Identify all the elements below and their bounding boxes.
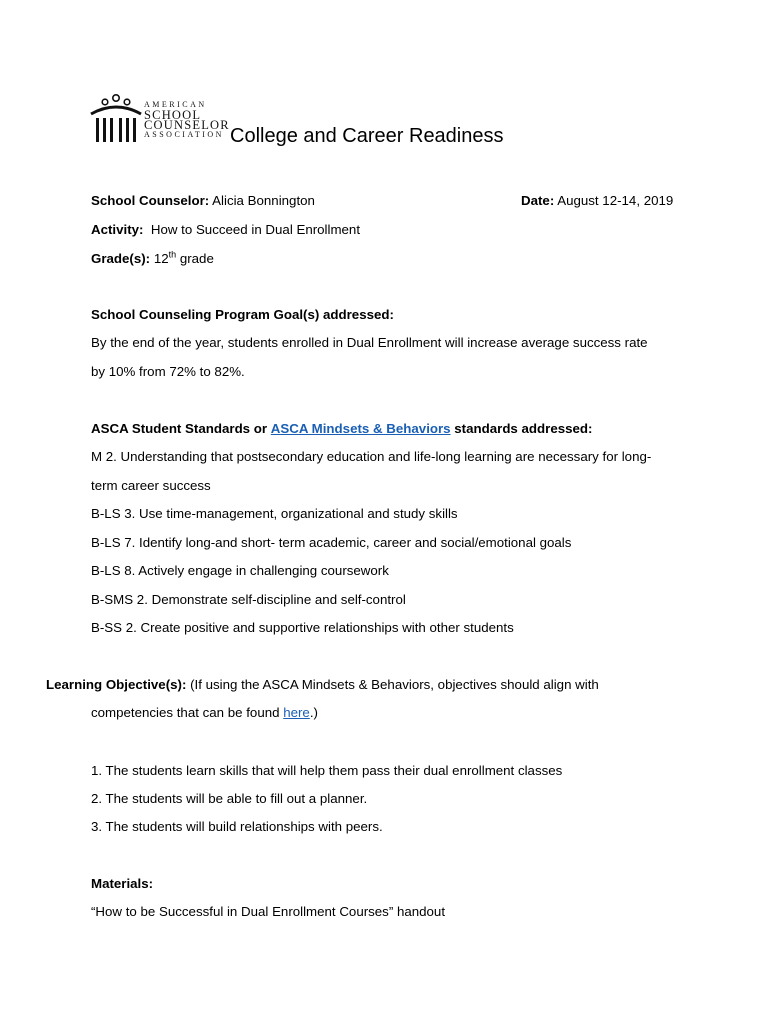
goal-text-line: By the end of the year, students enrolled in Dual Enrollment will increase average success rate xyxy=(91,335,648,350)
grades-line xyxy=(91,250,214,268)
activity-value: How to Succeed in Dual Enrollment xyxy=(150,222,361,237)
logo-line: SCHOOL xyxy=(144,108,202,122)
objectives-heading xyxy=(46,676,599,694)
date-line xyxy=(521,192,673,210)
standard-item: B-LS 8. Actively engage in challenging coursework xyxy=(91,563,389,578)
objectives-note-post: .) xyxy=(309,705,318,720)
asca-logo xyxy=(88,92,228,148)
standard-item: B-LS 3. Use time-management, organizational and study skills xyxy=(91,506,458,521)
counselor-line xyxy=(91,192,315,210)
objective-item: 3. The students will build relationships with peers. xyxy=(91,819,383,834)
counselor-label: School Counselor: xyxy=(91,193,210,208)
materials-heading-text: Materials: xyxy=(91,876,154,891)
standard-item: B-SMS 2. Demonstrate self-discipline and self-control xyxy=(91,592,406,607)
standard-item: B-SS 2. Create positive and supportive relationships with other students xyxy=(91,620,514,635)
asca-mindsets-link[interactable]: ASCA Mindsets & Behaviors xyxy=(270,421,451,436)
activity-label: Activity: xyxy=(91,222,144,237)
logo-line: COUNSELOR xyxy=(144,118,230,132)
logo-line: AMERICAN xyxy=(144,100,207,109)
activity-line xyxy=(91,221,360,239)
page-title: College and Career Readiness xyxy=(230,125,504,147)
standards-heading-pre: ASCA Student Standards or xyxy=(91,421,268,436)
asca-logo-emblem xyxy=(88,92,144,148)
logo-wordmark xyxy=(144,100,230,140)
grades-label: Grade(s): xyxy=(91,251,151,266)
goal-text-line: by 10% from 72% to 82%. xyxy=(91,364,245,379)
date-label: Date: xyxy=(521,193,555,208)
materials-heading xyxy=(91,875,153,893)
grades-word: grade xyxy=(179,251,214,266)
standard-item: B-LS 7. Identify long-and short- term academic, career and social/emotional goals xyxy=(91,535,572,550)
objective-item: 1. The students learn skills that will help them pass their dual enrollment classes xyxy=(91,763,563,778)
here-link[interactable]: here xyxy=(283,705,310,720)
objective-item: 2. The students will be able to fill out a planner. xyxy=(91,791,368,806)
standard-item: M 2. Understanding that postsecondary education and life-long learning are necessary for long- xyxy=(91,449,652,464)
objectives-note-line2 xyxy=(91,704,318,722)
logo-line: ASSOCIATION xyxy=(144,130,224,139)
grades-number: 12 xyxy=(153,251,169,266)
standard-item: term career success xyxy=(91,478,211,493)
goal-heading-text: School Counseling Program Goal(s) addressed: xyxy=(91,307,394,322)
grades-suffix: th xyxy=(168,249,177,260)
standards-heading-post: standards addressed: xyxy=(454,421,593,436)
date-value: August 12-14, 2019 xyxy=(557,193,674,208)
standards-heading xyxy=(91,420,592,438)
objectives-note-pre: competencies that can be found xyxy=(91,705,280,720)
material-item: “How to be Successful in Dual Enrollment Courses” handout xyxy=(91,904,446,919)
counselor-value: Alicia Bonnington xyxy=(212,193,315,208)
goal-heading xyxy=(91,306,394,324)
objectives-label: Learning Objective(s): xyxy=(46,677,187,692)
objectives-note: (If using the ASCA Mindsets & Behaviors, objectives should align with xyxy=(190,677,599,692)
